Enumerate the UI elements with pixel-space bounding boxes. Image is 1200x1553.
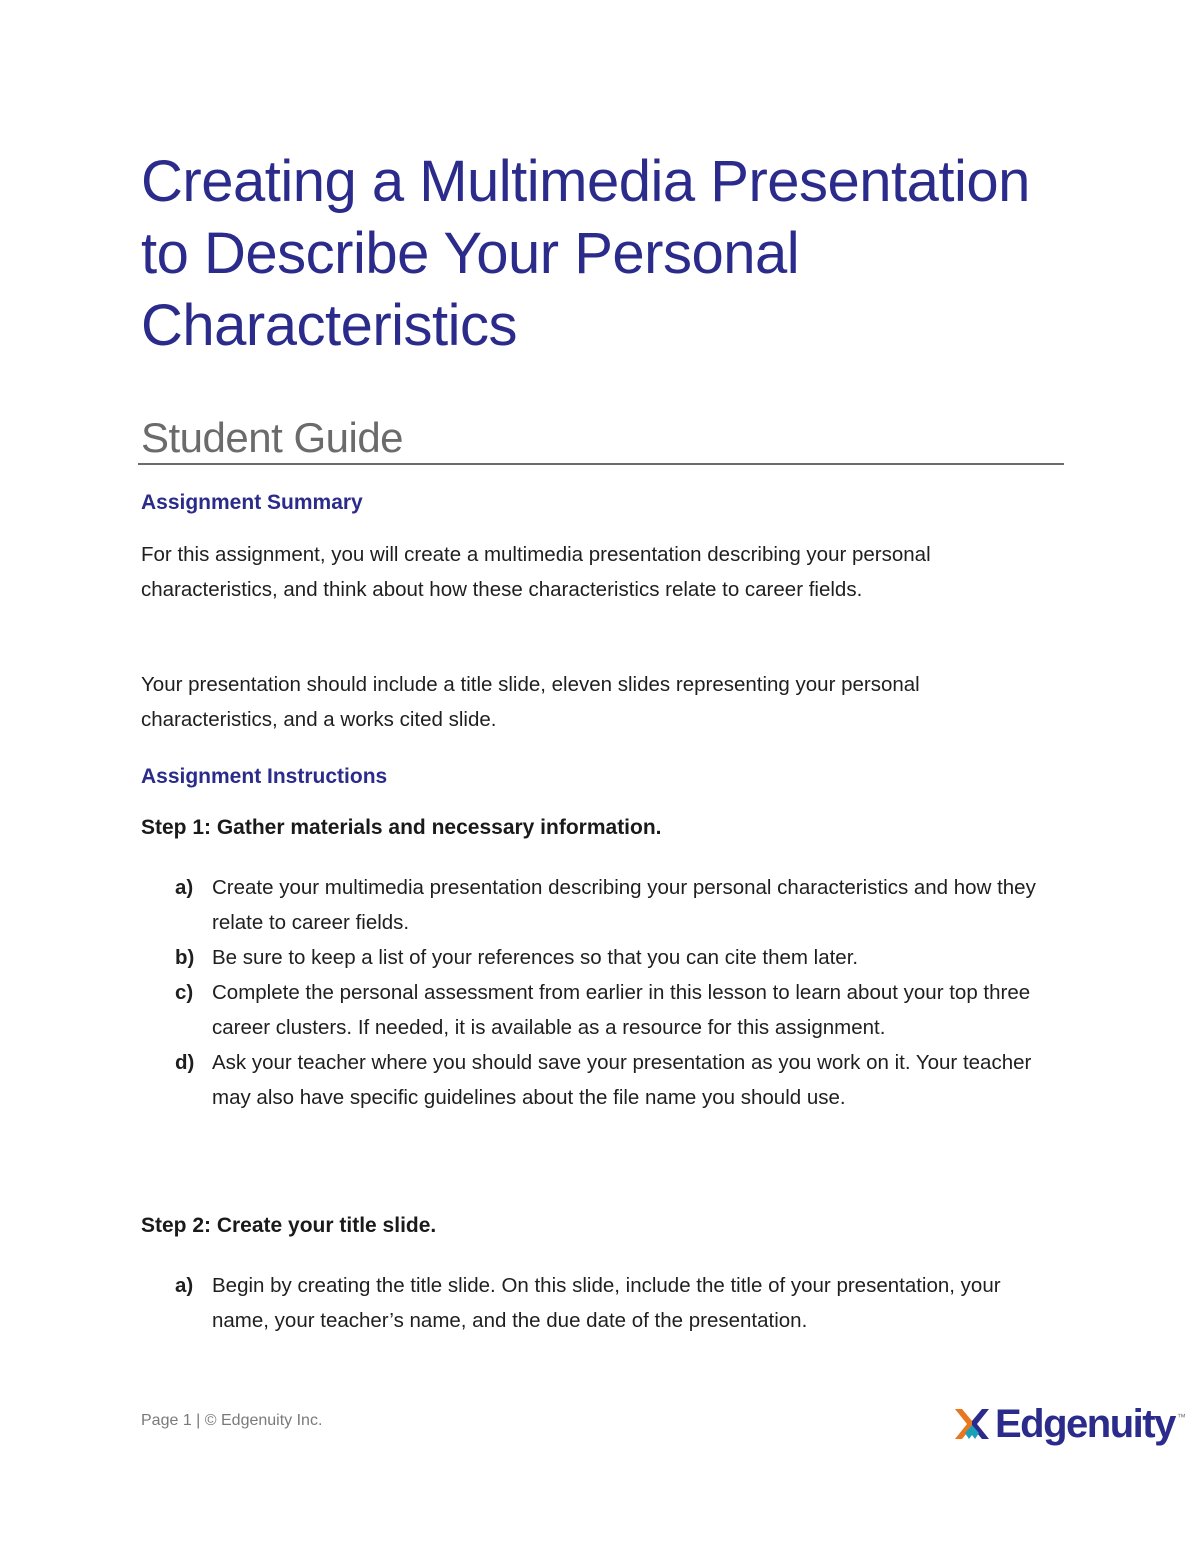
- step-2-list: [141, 1268, 1041, 1338]
- list-marker: c): [175, 981, 194, 1004]
- list-marker: a): [175, 876, 194, 899]
- edgenuity-logo: [951, 1398, 1186, 1450]
- logo-trademark: ™: [1176, 1412, 1186, 1422]
- document-subtitle: Student Guide: [141, 414, 404, 461]
- summary-paragraph-2: Your presentation should include a title slide, eleven slides representing your personal characteristics, and a works cited slide.: [141, 673, 920, 731]
- step-1-list: [141, 870, 1041, 1115]
- list-marker: d): [175, 1051, 195, 1074]
- edgenuity-x-icon: [951, 1403, 993, 1445]
- summary-paragraph-1: For this assignment, you will create a multimedia presentation describing your personal characteristics, and think about how these characteristics relate to career fields.: [141, 543, 931, 601]
- assignment-instructions-heading: Assignment Instructions: [141, 765, 388, 788]
- assignment-summary-heading: Assignment Summary: [141, 491, 363, 514]
- step-2-label: Step 2: Create your title slide.: [141, 1214, 437, 1237]
- list-item: [141, 975, 1041, 1045]
- list-item: [141, 940, 1041, 975]
- list-item-text: Create your multimedia presentation describing your personal characteristics and how they relate to career fields.: [212, 876, 1036, 934]
- list-item-text: Ask your teacher where you should save your presentation as you work on it. Your teacher may also have specific guidelines about the file name you should use.: [212, 1051, 1032, 1109]
- title-line-3: Characteristics: [141, 293, 518, 358]
- logo-wordmark: Edgenuity: [995, 1402, 1175, 1446]
- page-footer-text: Page 1 | © Edgenuity Inc.: [141, 1412, 323, 1429]
- list-marker: b): [175, 946, 195, 969]
- list-item-text: Complete the personal assessment from earlier in this lesson to learn about your top three career clusters. If needed, it is available as a resource for this assignment.: [212, 981, 1031, 1039]
- document-title: [141, 146, 1065, 362]
- list-marker: a): [175, 1274, 194, 1297]
- list-item-text: Be sure to keep a list of your references so that you can cite them later.: [212, 946, 859, 969]
- list-item-text: Begin by creating the title slide. On this slide, include the title of your presentation, your name, your teacher’s name, and the due date of the presentation.: [212, 1274, 1001, 1332]
- step-1-label: Step 1: Gather materials and necessary information.: [141, 816, 662, 839]
- list-item: [141, 1045, 1041, 1115]
- list-item: [141, 1268, 1041, 1338]
- list-item: [141, 870, 1041, 940]
- title-line-2: to Describe Your Personal: [141, 221, 800, 286]
- title-line-1: Creating a Multimedia Presentation: [141, 149, 1030, 214]
- subtitle-divider: [138, 463, 1064, 465]
